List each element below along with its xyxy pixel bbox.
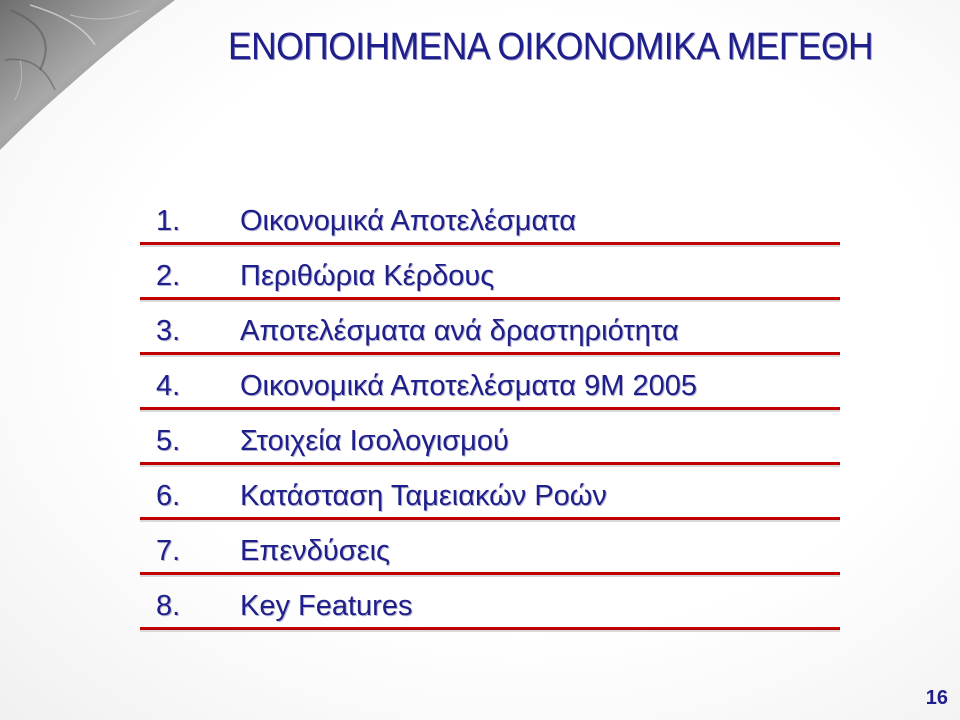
- agenda-list: [140, 190, 840, 630]
- agenda-item-label: Επενδύσεις: [240, 535, 391, 567]
- agenda-item: [140, 190, 840, 245]
- agenda-item-label: Key Features: [240, 590, 413, 622]
- agenda-item-label: Περιθώρια Κέρδους: [240, 260, 495, 292]
- agenda-item: [140, 410, 840, 465]
- agenda-item: [140, 245, 840, 300]
- agenda-item-number: 8.: [156, 590, 181, 622]
- slide-title: ΕΝΟΠΟΙΗΜΕΝΑ ΟΙΚΟΝΟΜΙΚΑ ΜΕΓΕΘΗ: [228, 26, 874, 68]
- agenda-item-number: 2.: [156, 260, 181, 292]
- agenda-item: [140, 300, 840, 355]
- agenda-item-label: Αποτελέσματα ανά δραστηριότητα: [240, 315, 679, 347]
- page-number: 16: [925, 687, 948, 709]
- agenda-item: [140, 575, 840, 630]
- agenda-item: [140, 520, 840, 575]
- agenda-item-number: 5.: [156, 425, 181, 457]
- agenda-item: [140, 465, 840, 520]
- agenda-item-label: Οικονομικά Αποτελέσματα: [240, 205, 577, 237]
- agenda-item-number: 1.: [156, 205, 181, 237]
- agenda-item: [140, 355, 840, 410]
- agenda-item-label: Οικονομικά Αποτελέσματα 9Μ 2005: [240, 370, 697, 402]
- marble-corner-graphic: [0, 0, 175, 150]
- agenda-item-number: 4.: [156, 370, 181, 402]
- agenda-item-label: Στοιχεία Ισολογισμού: [240, 425, 509, 457]
- agenda-item-number: 6.: [156, 480, 181, 512]
- agenda-item-number: 3.: [156, 315, 181, 347]
- agenda-item-number: 7.: [156, 535, 181, 567]
- agenda-item-label: Κατάσταση Ταμειακών Ροών: [240, 480, 607, 512]
